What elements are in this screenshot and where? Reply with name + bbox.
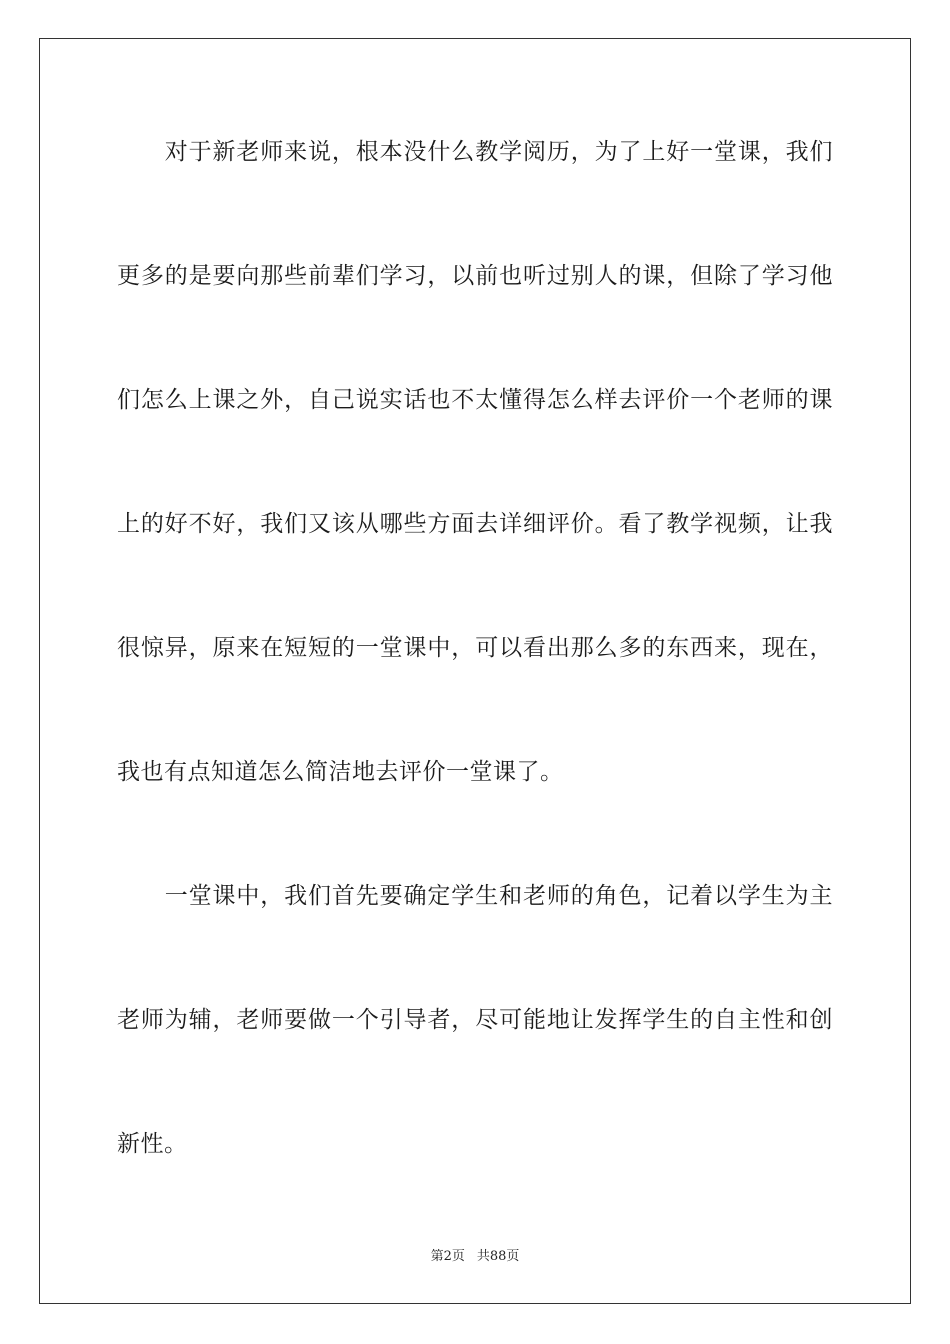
paragraph-2-line-1: 一堂课中，我们首先要确定学生和老师的角色，记着以学生为主: [117, 883, 833, 909]
paragraph-1-line-3: 们怎么上课之外，自己说实话也不太懂得怎么样去评价一个老师的课: [117, 387, 833, 413]
page-footer: [0, 1248, 950, 1266]
paragraph-1-line-1: 对于新老师来说，根本没什么教学阅历，为了上好一堂课，我们: [117, 139, 833, 165]
paragraph-2-line-3: 新性。: [117, 1131, 188, 1157]
page-total: 共88页: [476, 1249, 520, 1264]
paragraph-1-line-6: 我也有点知道怎么简洁地去评价一堂课了。: [117, 759, 564, 785]
page-number: 第2页: [430, 1249, 465, 1264]
page-border: [39, 38, 911, 1304]
paragraph-1-line-4: 上的好不好，我们又该从哪些方面去详细评价。看了教学视频，让我: [117, 511, 833, 537]
paragraph-1-line-5: 很惊异，原来在短短的一堂课中，可以看出那么多的东西来，现在，: [117, 635, 833, 661]
paragraph-1-line-2: 更多的是要向那些前辈们学习，以前也听过别人的课，但除了学习他: [117, 263, 833, 289]
paragraph-2-line-2: 老师为辅，老师要做一个引导者，尽可能地让发挥学生的自主性和创: [117, 1007, 833, 1033]
